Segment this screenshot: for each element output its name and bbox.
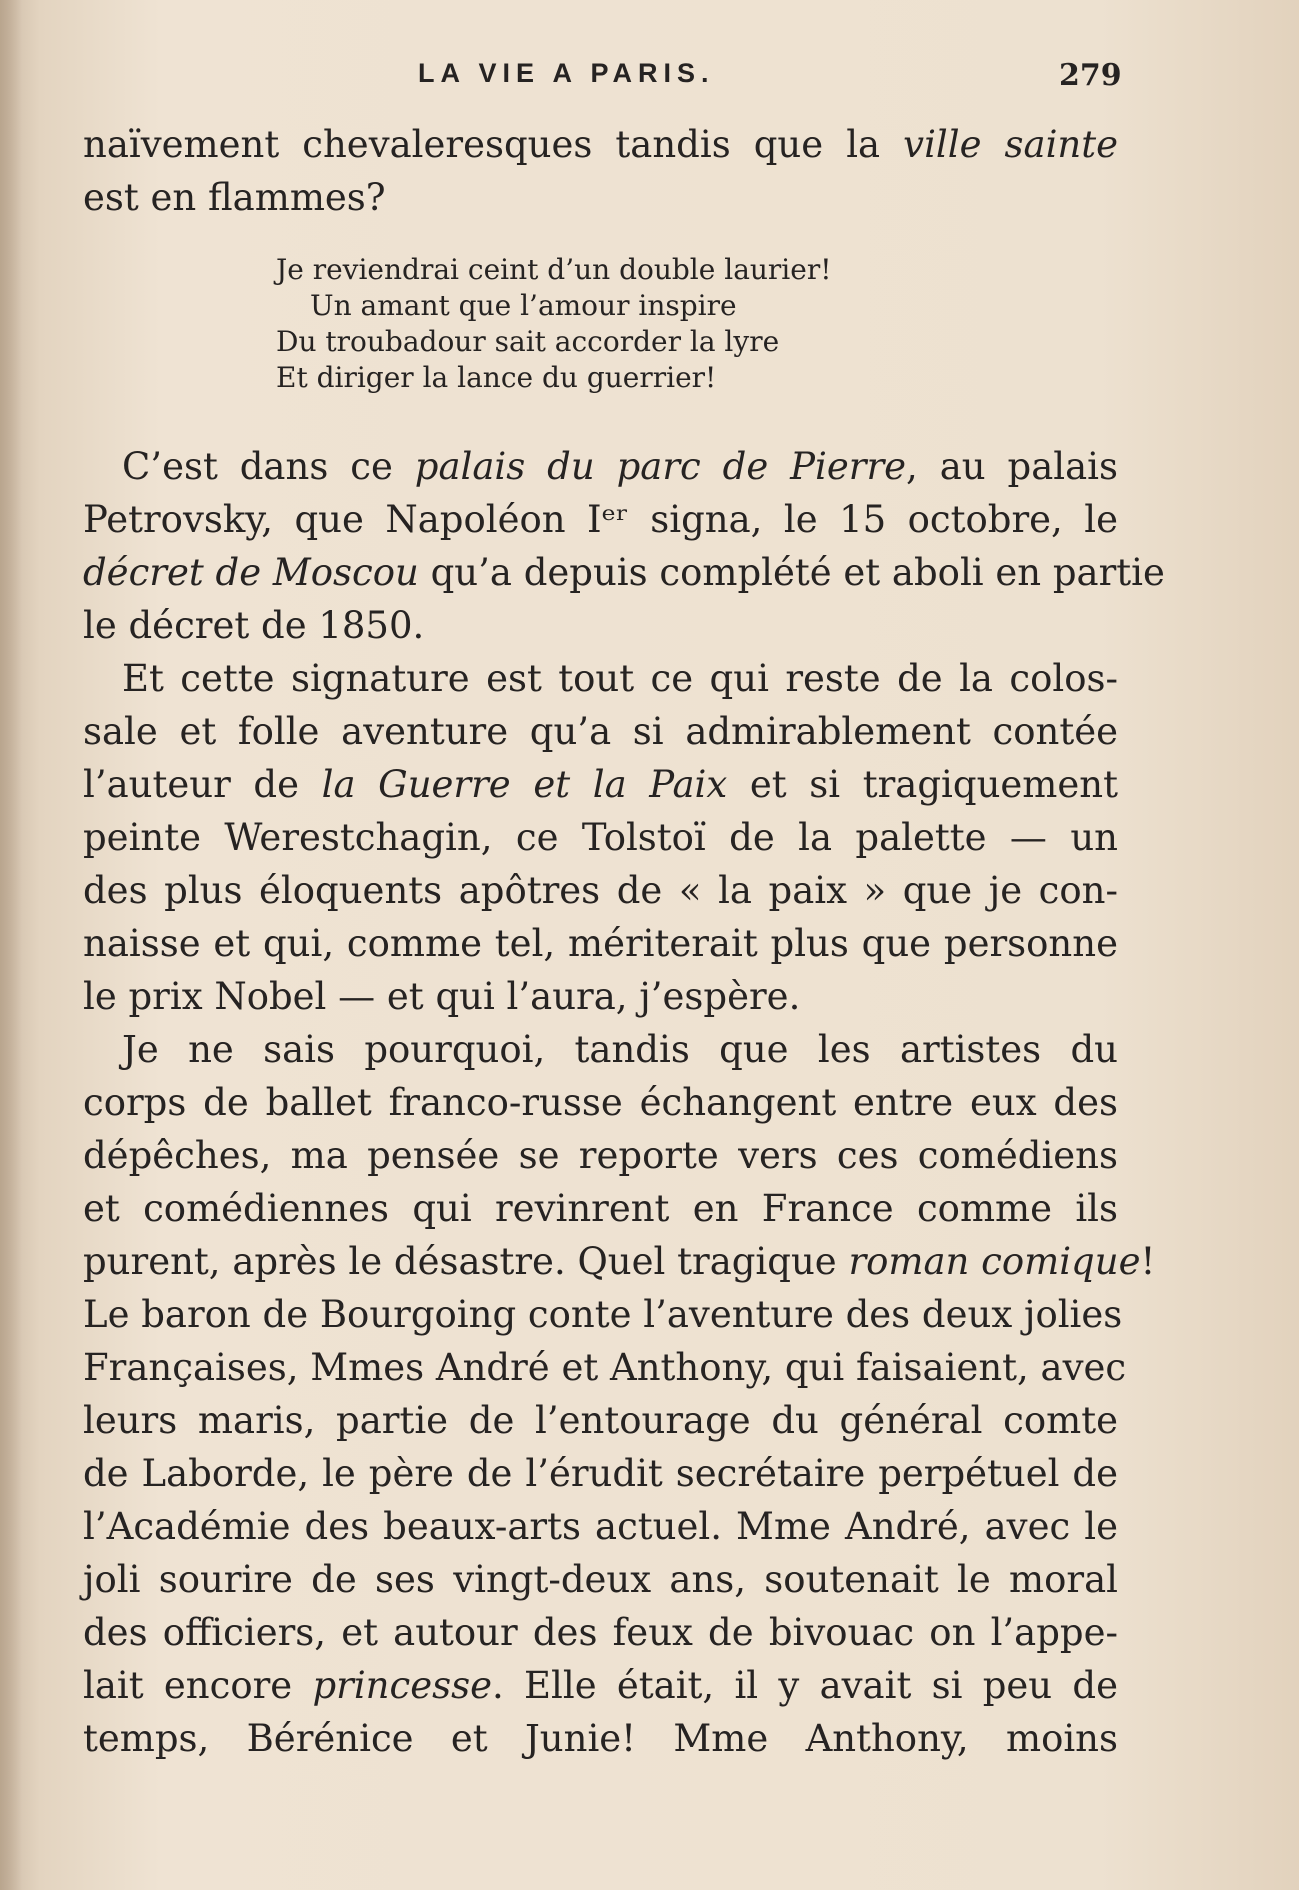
text-line: l’Académie des beaux-arts actuel. Mme André, avec le (83, 1505, 1118, 1548)
page-number: 279 (1059, 58, 1122, 93)
text-line: Et cette signature est tout ce qui reste de la colos- (122, 657, 1118, 700)
text-line: Petrovsky, que Napoléon Iᵉʳ signa, le 15 octobre, le (83, 498, 1118, 541)
text-line: leurs maris, partie de l’entourage du général comte (83, 1399, 1118, 1442)
page-gutter-shadow (0, 0, 22, 1890)
verse-line: Je reviendrai ceint d’un double laurier! (276, 253, 832, 286)
text-line: Je ne sais pourquoi, tandis que les artistes du (122, 1028, 1118, 1071)
italic-phrase: ville sainte (903, 123, 1119, 166)
text-line: peinte Werestchagin, ce Tolstoï de la palette — un (83, 816, 1118, 859)
text-line: des plus éloquents apôtres de « la paix » que je con- (83, 869, 1118, 912)
italic-phrase: princesse (312, 1664, 492, 1707)
text-line: décret de Moscou qu’a depuis complété et aboli en partie (83, 551, 1165, 594)
text-line: est en flammes? (83, 176, 386, 219)
text-line: naisse et qui, comme tel, mériterait plus que personne (83, 922, 1118, 965)
text-line: et comédiennes qui revinrent en France comme ils (83, 1187, 1118, 1230)
text-line: le prix Nobel — et qui l’aura, j’espère. (83, 975, 801, 1018)
text-line: de Laborde, le père de l’érudit secrétaire perpétuel de (83, 1452, 1118, 1495)
verse-line: Du troubadour sait accorder la lyre (276, 325, 780, 358)
verse-line: Un amant que l’amour inspire (310, 289, 737, 322)
text-line: Le baron de Bourgoing conte l’aventure des deux jolies (83, 1293, 1123, 1336)
running-title: LA VIE A PARIS. (418, 58, 715, 88)
text-line: dépêches, ma pensée se reporte vers ces comédiens (83, 1134, 1118, 1177)
text-line: purent, après le désastre. Quel tragique roman comique! (83, 1240, 1156, 1283)
text-line: sale et folle aventure qu’a si admirablement contée (83, 710, 1118, 753)
text-line: lait encore princesse. Elle était, il y avait si peu de (83, 1664, 1118, 1707)
italic-phrase: décret de Moscou (83, 551, 419, 594)
italic-phrase: palais du parc de Pierre (414, 445, 907, 488)
text-line: C’est dans ce palais du parc de Pierre, au palais (122, 445, 1118, 488)
text-line: corps de ballet franco-russe échangent entre eux des (83, 1081, 1118, 1124)
verse-line: Et diriger la lance du guerrier! (276, 361, 717, 394)
italic-phrase: roman comique (848, 1240, 1141, 1283)
text-line: joli sourire de ses vingt-deux ans, soutenait le moral (83, 1558, 1118, 1601)
text-line: naïvement chevaleresques tandis que la ville sainte (83, 123, 1119, 166)
text-line: Françaises, Mmes André et Anthony, qui faisaient, avec (83, 1346, 1127, 1389)
text-line: des officiers, et autour des feux de bivouac on l’appe- (83, 1611, 1118, 1654)
running-header (0, 58, 1299, 98)
text-line: temps, Bérénice et Junie! Mme Anthony, moins (83, 1717, 1118, 1760)
italic-phrase: la Guerre et la Paix (321, 763, 728, 806)
text-line: le décret de 1850. (83, 604, 425, 647)
text-line: l’auteur de la Guerre et la Paix et si tragiquement (83, 763, 1118, 806)
